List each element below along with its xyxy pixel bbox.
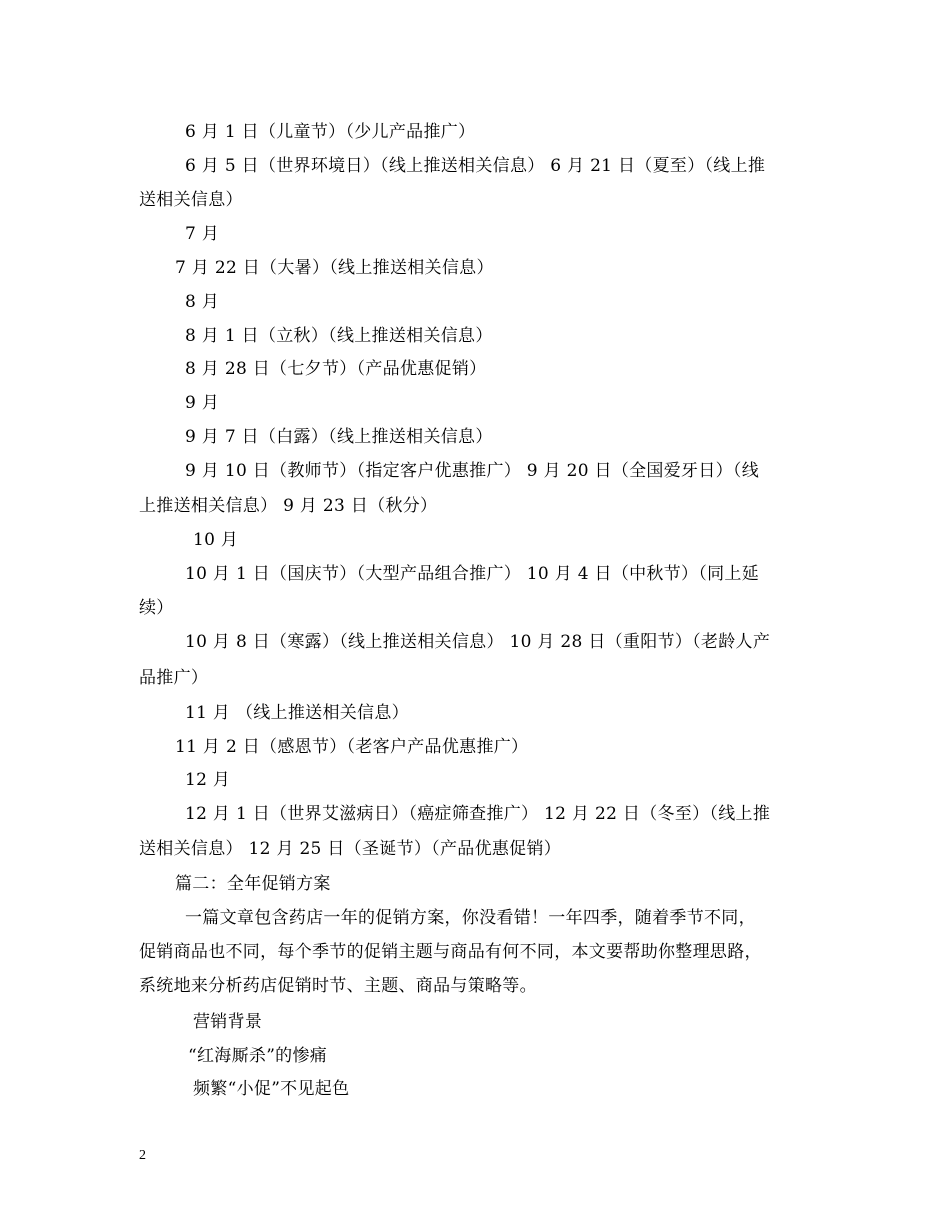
- text-line: 7 月 22 日（大暑）（线上推送相关信息）: [175, 258, 494, 278]
- text-line: 10 月 8 日（寒露）（线上推送相关信息） 10 月 28 日（重阳节）（老龄人产: [185, 632, 771, 652]
- text-line: 续）: [139, 598, 174, 618]
- text-line: 8 月 1 日（立秋）（线上推送相关信息）: [185, 326, 493, 346]
- subheading: “红海厮杀”的惨痛: [188, 1046, 328, 1066]
- text-line: 9 月 10 日（教师节）（指定客户优惠推广） 9 月 20 日（全国爱牙日）（线: [185, 461, 760, 481]
- text-line: 品推广）: [139, 668, 209, 688]
- text-line: 送相关信息）: [139, 190, 243, 210]
- month-heading: 12 月: [185, 770, 231, 790]
- text-line: 8 月 28 日（七夕节）（产品优惠促销）: [185, 359, 487, 379]
- text-line: 送相关信息） 12 月 25 日（圣诞节）（产品优惠促销）: [139, 839, 562, 859]
- text-line: 10 月 1 日（国庆节）（大型产品组合推广） 10 月 4 日（中秋节）（同上延: [185, 564, 760, 584]
- page-number: 2: [139, 1148, 146, 1163]
- subheading: 频繁“小促”不见起色: [193, 1079, 350, 1099]
- text-line: 6 月 5 日（世界环境日）（线上推送相关信息） 6 月 21 日（夏至）（线上推: [185, 156, 766, 176]
- text-line: 6 月 1 日（儿童节）（少儿产品推广）: [185, 122, 476, 142]
- text-line: 12 月 1 日（世界艾滋病日）（癌症筛查推广） 12 月 22 日（冬至）（线上推: [185, 804, 771, 824]
- section-heading: 篇二：全年促销方案: [175, 874, 331, 894]
- paragraph-line: 一篇文章包含药店一年的促销方案，你没看错！一年四季，随着季节不同，: [185, 908, 756, 928]
- month-heading: 9 月: [185, 393, 220, 413]
- month-heading: 10 月: [193, 530, 239, 550]
- month-heading: 7 月: [185, 224, 220, 244]
- paragraph-line: 系统地来分析药店促销时节、主题、商品与策略等。: [139, 976, 537, 996]
- text-line: 11 月 2 日（感恩节）（老客户产品优惠推广）: [175, 737, 529, 757]
- text-line: 9 月 7 日（白露）（线上推送相关信息）: [185, 427, 493, 447]
- paragraph-line: 促销商品也不同，每个季节的促销主题与商品有何不同，本文要帮助你整理思路，: [139, 942, 762, 962]
- text-line: 11 月 （线上推送相关信息）: [185, 703, 409, 723]
- month-heading: 8 月: [185, 292, 220, 312]
- text-line: 上推送相关信息） 9 月 23 日（秋分）: [139, 496, 438, 516]
- subheading: 营销背景: [193, 1012, 263, 1032]
